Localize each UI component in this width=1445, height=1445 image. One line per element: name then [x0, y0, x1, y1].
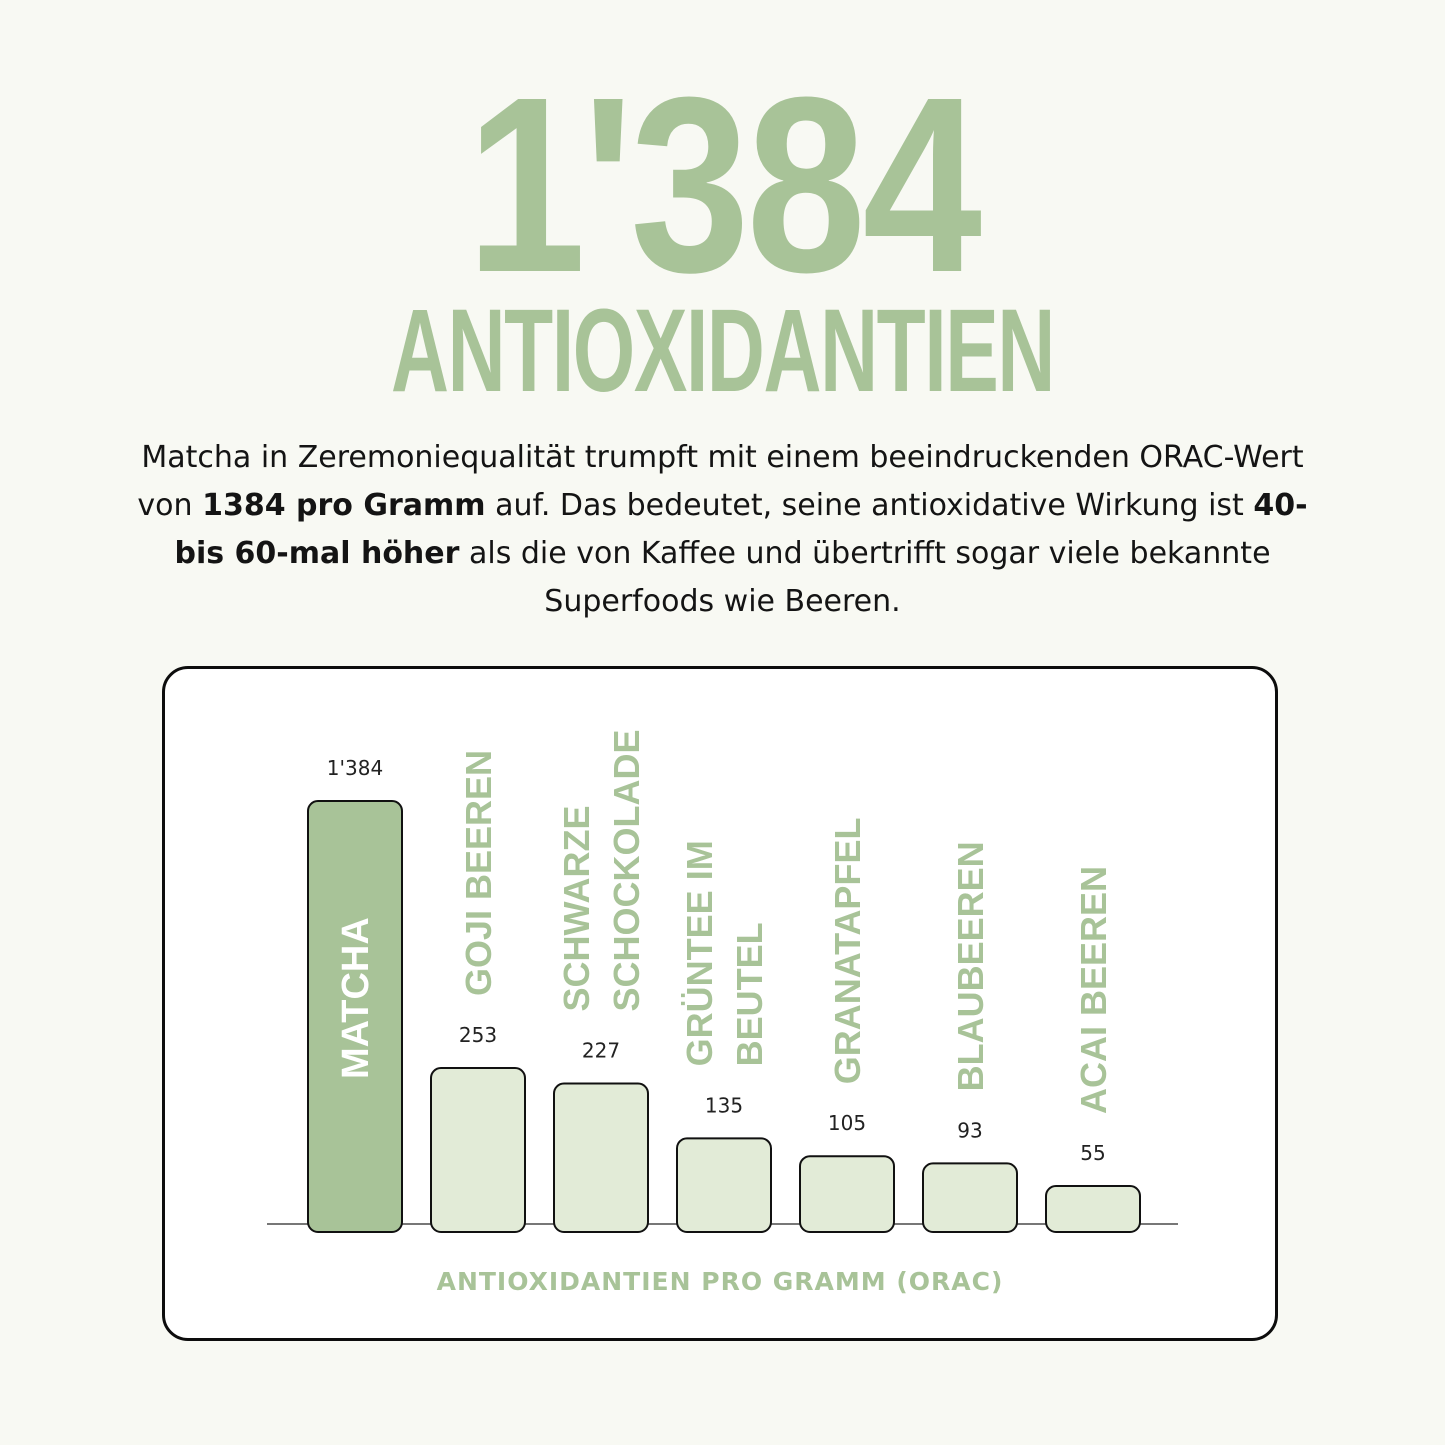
category-label-acai-beeren [1073, 866, 1114, 1114]
value-label-gruntee-im-beutel: 135 [704, 1093, 744, 1118]
chart-card [162, 666, 1278, 1341]
category-label-gruntee-im-beutel [679, 840, 770, 1066]
value-label-blaubeeren: 93 [957, 1118, 983, 1143]
category-label-line: BLAUBEEREN [950, 841, 991, 1092]
category-label-line: SCHOCKOLADE [606, 729, 647, 1012]
bar-granatapfel [800, 1156, 894, 1232]
category-label-line: SCHWARZE [556, 805, 597, 1012]
bar-acai-beeren [1046, 1186, 1140, 1232]
bar-schwarze-schockolade [554, 1083, 648, 1232]
category-label-line: GRÜNTEE IM [679, 840, 720, 1067]
category-label-line: ACAI BEEREN [1073, 865, 1114, 1114]
category-label-matcha [335, 917, 377, 1079]
bar-gruntee-im-beutel [677, 1138, 771, 1232]
x-axis-title: ANTIOXIDANTIEN PRO GRAMM (ORAC) [436, 1267, 1004, 1296]
category-label-line: MATCHA [335, 917, 377, 1079]
intro-bold-1: 1384 pro Gramm [202, 488, 486, 523]
intro-text [120, 434, 1325, 626]
category-label-schwarze-schockolade [556, 729, 647, 1011]
intro-part-3: als die von Kaffee und übertrifft sogar viele bekannte Superfoods wie Beeren. [459, 536, 1271, 619]
category-label-line: GRANATAPFEL [827, 817, 868, 1085]
category-label-goji-beeren [458, 750, 499, 996]
value-label-acai-beeren: 55 [1080, 1141, 1106, 1165]
category-label-line: BEUTEL [729, 922, 770, 1067]
category-label-granatapfel [827, 818, 868, 1085]
bar-goji-beeren [431, 1068, 525, 1232]
category-label-blaubeeren [950, 841, 991, 1091]
value-label-granatapfel: 105 [827, 1111, 867, 1136]
value-label-matcha: 1'384 [326, 756, 384, 780]
value-label-schwarze-schockolade: 227 [581, 1038, 621, 1063]
headline-number: 1'384 [466, 45, 979, 324]
intro-part-1: Matcha in Zeremoniequalität trumpft mit einem beeindruckenden ORAC-Wert von [137, 440, 1304, 523]
headline-word: ANTIOXIDANTIEN [391, 285, 1054, 417]
bar-chart [165, 669, 1275, 1338]
bar-blaubeeren [923, 1163, 1017, 1232]
value-label-goji-beeren: 253 [458, 1023, 498, 1047]
intro-part-2: auf. Das bedeutet, seine antioxidative Wirkung ist [485, 488, 1254, 523]
category-label-line: GOJI BEEREN [458, 749, 499, 996]
intro-bold-2: 40- bis 60-mal höher [174, 488, 1308, 571]
